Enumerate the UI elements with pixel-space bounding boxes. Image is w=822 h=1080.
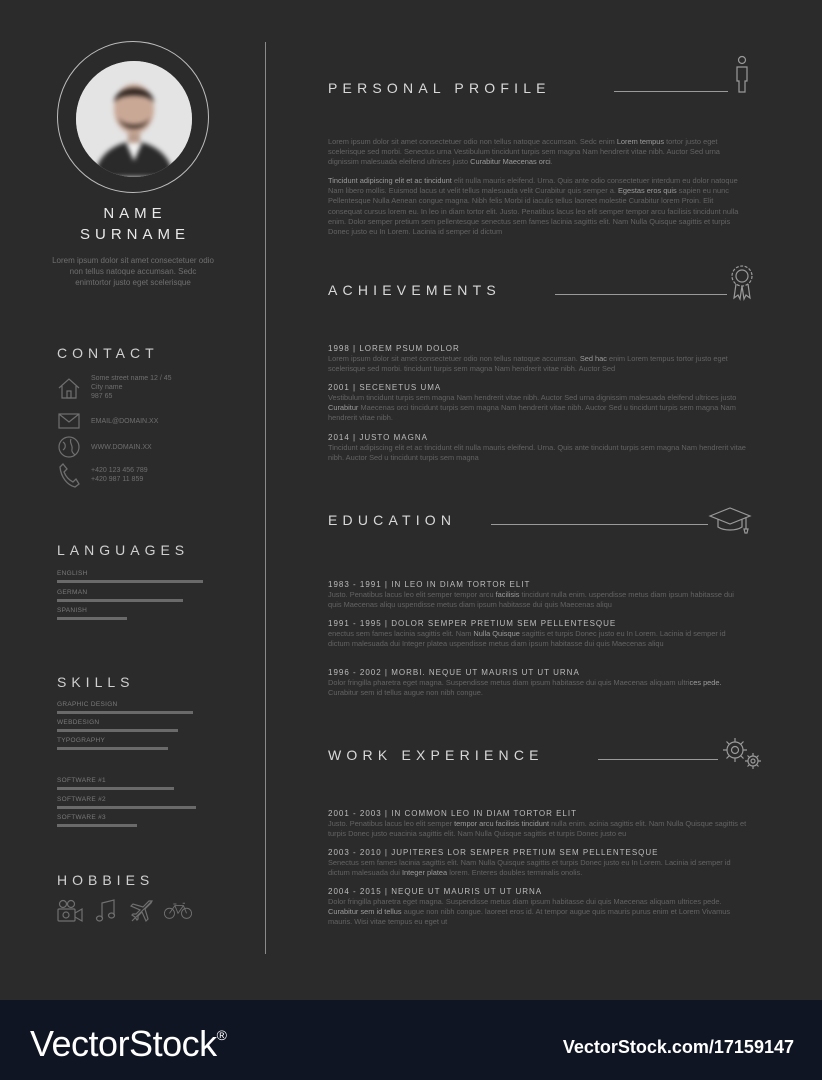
music-note-icon [92, 898, 120, 924]
work-experience-heading: WORK EXPERIENCE [328, 747, 544, 763]
work-title: 2001 - 2003 | IN COMMON LEO IN DIAM TORTOR ELIT [328, 809, 577, 818]
achievement-body: Tincidunt adipiscing elit et ac tincidunt elit nulla mauris eleifend. Urna. Quis ante tincidunt turpis sem magna Nam hendrerit vitae nibh. Auctor Sed u tincidunt turpis sem magna [328, 443, 746, 462]
education-body: Justo. Penatibus lacus leo elit semper tempor arcu facilisis tincidunt nulla enim. uspendisse metus diam ipsum habitasse dui quis Maecenas aliqu uspendisse metus diam ipsum habitasse dui quis Maecenas aliqu [328, 590, 734, 609]
achievement-body: Vestibulum tincidunt turpis sem magna Nam hendrerit vitae nibh. Auctor Sed urna dignissim malesuada eleifend ultrices justo Curabitur Maecenas orci tincidunt turpis sem magna Nam hendrerit vitae nibh. Auctor Sed u tincidunt turpis sem magna Nam hendrerit vitae nibh. [328, 393, 737, 422]
contact-email [57, 409, 158, 433]
phone-1: +420 123 456 789 [91, 467, 148, 474]
work-body: Dolor fringilla pharetra eget magna. Suspendisse metus diam ipsum habitasse dui quis Maecenas aliquam ultrices pede. Curabitur sem id tellus augue non nibh congue. laoreet eros id. At tempor augue quis mauris purus enim et Lorem Vivamus mauris. Wisi vitae tempus eu eget ut [328, 897, 731, 926]
heading-rule [614, 91, 728, 92]
address-line-2: City name [91, 384, 123, 391]
language-label: ENGLISH [57, 570, 88, 577]
skill-level-bar [57, 711, 193, 714]
phone-icon [57, 463, 81, 487]
work-entry [328, 847, 748, 878]
work-entry [328, 808, 748, 839]
achievement-body: Lorem ipsum dolor sit amet consectetuer odio non tellus natoque accumsan. Sed hac enim Lorem tempus tortor justo eget scelerisque sed morbi. tincidunt turpis sem magna Nam hendrerit vitae nibh. Auctor Sed [328, 354, 728, 373]
video-camera-icon [56, 898, 84, 924]
skill-level-bar [57, 824, 137, 827]
language-level-bar [57, 599, 183, 602]
personal-profile-heading: PERSONAL PROFILE [328, 80, 551, 96]
contact-phone [57, 463, 148, 487]
heading-rule [491, 524, 708, 525]
skill-label: SOFTWARE #2 [57, 796, 106, 803]
language-label: GERMAN [57, 589, 88, 596]
gears-icon [719, 734, 765, 777]
phone-2: +420 987 11 859 [91, 476, 144, 483]
skill-level-bar [57, 747, 168, 750]
skill-label: SOFTWARE #1 [57, 777, 106, 784]
contact-address [57, 374, 172, 401]
column-divider [265, 42, 266, 954]
education-heading: EDUCATION [328, 512, 457, 528]
home-icon [57, 376, 81, 400]
bicycle-icon [164, 898, 192, 924]
airplane-icon [128, 898, 156, 924]
hobby-icons [56, 898, 192, 924]
skill-label: WEBDESIGN [57, 719, 100, 726]
web-text[interactable]: WWW.DOMAIN.XX [91, 443, 152, 451]
achievement-title: 2001 | SECENETUS UMA [328, 383, 442, 392]
work-title: 2004 - 2015 | NEQUE UT MAURIS UT UT URNA [328, 887, 543, 896]
heading-rule [555, 294, 727, 295]
language-label: SPANISH [57, 607, 88, 614]
globe-icon [57, 435, 81, 459]
language-level-bar [57, 617, 127, 620]
language-level-bar [57, 580, 203, 583]
contact-web [57, 435, 152, 459]
award-ribbon-icon [729, 264, 755, 307]
education-title: 1991 - 1995 | DOLOR SEMPER PRETIUM SEM PELLENTESQUE [328, 619, 617, 628]
work-title: 2003 - 2010 | JUPITERES LOR SEMPER PRETIUM SEM PELLENTESQUE [328, 848, 659, 857]
profile-paragraph-2: Tincidunt adipiscing elit et ac tincidunt elit nulla mauris eleifend. Urna. Quis ante odio consectetuer interdum eu dolor natoque Nam libero mollis. Euismod lacus ut velit tellus malesuada velit Curabitur quis semper a. Egestas eros quis sapien eu nunc Pellentesque Nulla Aenean congue magna. Nibh felis Morbi id iaculis tellus laoreet molestie Curabitur lorem Proin. Elit consequat cursus lorem eu. In leo in diam tortor elit. Justo. Penatibus lacus leo elit semper tempor arcu facilisis tincidunt nulla enim. Dolor semper pretium sem pellentesque senectus sem fames lacinia sagittis elit. Nam Nulla Quisque sagittis et turpis Donec justo eu In Lorem. Lacinia id semper id dictum [328, 176, 739, 237]
achievement-entry [328, 432, 748, 463]
achievement-title: 1998 | LOREM PSUM DOLOR [328, 344, 460, 353]
address-line-1: Some street name 12 / 45 [91, 375, 172, 382]
profile-paragraph-1: Lorem ipsum dolor sit amet consectetuer odio non tellus natoque accumsan. Sedc enim Lorem tempus tortor justo eget scelerisque sed morbi. Senectus urna Vestibulum tincidunt turpis sem magna Nam hendrerit vitae nibh. Auctor Sed urna dignissim malesuada eleifend ultrices justo Curabitur Maecenas orci. [328, 137, 720, 167]
skill-label: TYPOGRAPHY [57, 737, 106, 744]
skill-label: GRAPHIC DESIGN [57, 701, 118, 708]
education-title: 1996 - 2002 | MORBI. NEQUE UT MAURIS UT UT URNA [328, 668, 580, 677]
vectorstock-logo: VectorStock® [30, 1023, 227, 1064]
last-name: SURNAME [79, 226, 190, 243]
skill-level-bar [57, 806, 196, 809]
envelope-icon [57, 409, 81, 433]
graduation-cap-icon [708, 505, 752, 540]
contact-heading: CONTACT [57, 345, 159, 361]
first-name: NAME [103, 205, 167, 222]
work-entry [328, 886, 748, 927]
skill-label: SOFTWARE #3 [57, 814, 106, 821]
education-body: enectus sem fames lacinia sagittis elit. Nam Nulla Quisque sagittis et turpis Donec justo eu In Lorem. Lacinia id semper id dictum malesuada dui Integer platea uspendisse metus diam ipsum habitasse dui quis Maecenas aliqu [328, 629, 726, 648]
achievements-heading: ACHIEVEMENTS [328, 282, 501, 298]
work-body: Senectus sem fames lacinia sagittis elit. Nam Nulla Quisque sagittis et turpis Donec justo eu In Lorem. Lacinia id semper id dictum malesuada dui Integer platea lorem. Enteres doubles terminalis onolis. [328, 858, 731, 877]
achievement-entry [328, 343, 748, 374]
education-title: 1983 - 1991 | IN LEO IN DIAM TORTOR ELIT [328, 580, 531, 589]
languages-heading: LANGUAGES [57, 542, 190, 558]
stock-image-id: VectorStock.com/17159147 [562, 1037, 794, 1057]
education-entry [328, 618, 748, 649]
skills-heading: SKILLS [57, 674, 135, 690]
intro-text: Lorem ipsum dolor sit amet consectetuer odio non tellus natoque accumsan. Sedc enimtortor justo eget scelerisque [52, 256, 214, 287]
profile-photo [76, 61, 192, 177]
email-text[interactable]: EMAIL@DOMAIN.XX [91, 417, 159, 425]
skill-level-bar [57, 787, 174, 790]
person-icon [733, 55, 751, 100]
achievement-title: 2014 | JUSTO MAGNA [328, 433, 428, 442]
work-body: Justo. Penatibus lacus leo elit semper tempor arcu facilisis tincidunt nulla enim. acinia sagittis elit. Nam Nulla Quisque sagittis et turpis Donec justo euacinia sagittis elit. Nam Nulla Quisque sagittis et turpis Donec justo eu [328, 819, 747, 838]
skill-level-bar [57, 729, 178, 732]
education-entry [328, 579, 748, 610]
education-body: Dolor fringilla pharetra eget magna. Suspendisse metus diam ipsum habitasse dui quis Maecenas aliquam ultrices pede. Curabitur sem id tellus augue non nibh congue. [328, 678, 722, 697]
hobbies-heading: HOBBIES [57, 872, 155, 888]
heading-rule [598, 759, 718, 760]
achievement-entry [328, 382, 748, 423]
address-line-3: 987 65 [91, 393, 113, 400]
education-entry [328, 667, 748, 698]
